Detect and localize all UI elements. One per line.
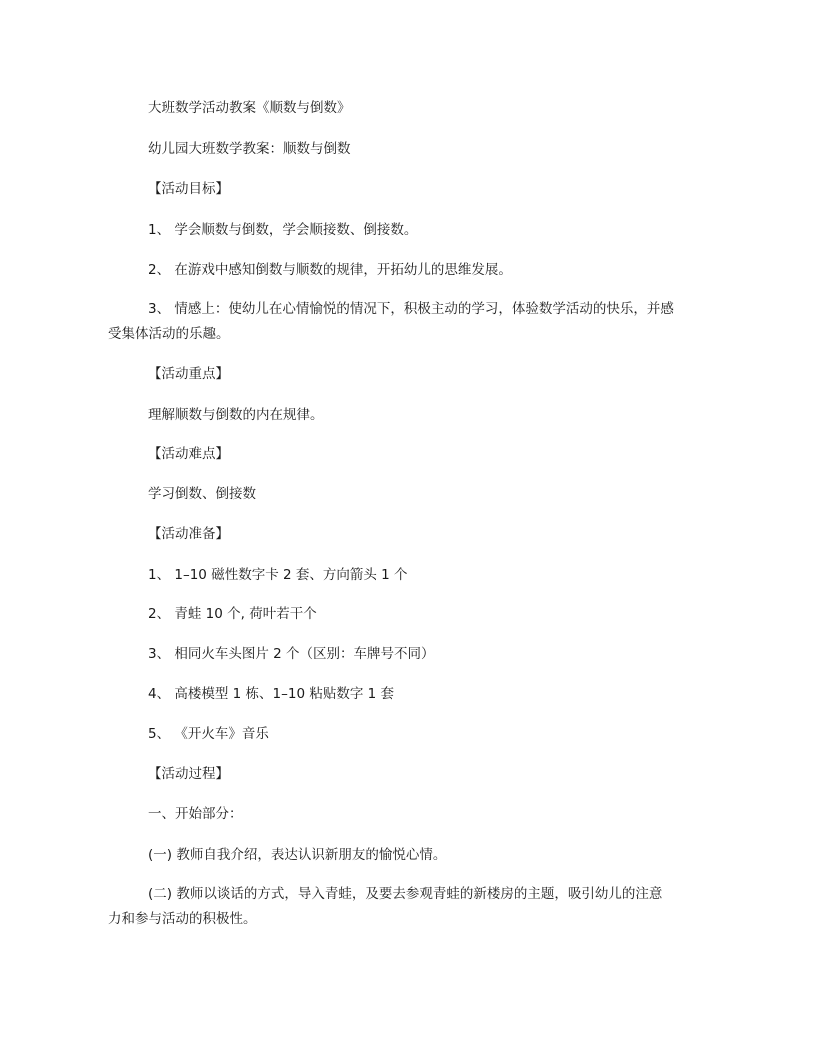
goal-item-1: 1、 学会顺数与倒数，学会顺接数、倒接数。: [148, 222, 418, 238]
part1-heading: 一、开始部分：: [148, 806, 243, 822]
prep-item-3: 3、 相同火车头图片 2 个（区别：车牌号不同）: [148, 646, 435, 662]
goal-item-3-continued: 受集体活动的乐趣。: [108, 326, 230, 342]
prep-item-5: 5、 《开火车》音乐: [148, 726, 269, 742]
difficulty-heading: 【活动难点】: [148, 446, 229, 462]
document-title: 大班数学活动教案《顺数与倒数》: [148, 100, 351, 116]
goals-heading: 【活动目标】: [148, 181, 229, 197]
goal-item-2: 2、 在游戏中感知倒数与顺数的规律，开拓幼儿的思维发展。: [148, 262, 512, 278]
process-heading: 【活动过程】: [148, 766, 229, 782]
part1-item-2-continued: 力和参与活动的积极性。: [108, 911, 257, 927]
prep-item-2: 2、 青蛙 10 个, 荷叶若干个: [148, 606, 317, 622]
goal-item-3: 3、 情感上：使幼儿在心情愉悦的情况下，积极主动的学习，体验数学活动的快乐，并感: [148, 301, 674, 317]
prep-item-1: 1、 1–10 磁性数字卡 2 套、方向箭头 1 个: [148, 567, 408, 583]
document-subtitle: 幼儿园大班数学教案：顺数与倒数: [148, 141, 351, 157]
focus-heading: 【活动重点】: [148, 366, 229, 382]
part1-item-2: (二) 教师以谈话的方式，导入青蛙，及要去参观青蛙的新楼房的主题，吸引幼儿的注意: [148, 886, 663, 902]
prep-heading: 【活动准备】: [148, 526, 229, 542]
focus-text: 理解顺数与倒数的内在规律。: [148, 407, 324, 423]
part1-item-1: (一) 教师自我介绍，表达认识新朋友的愉悦心情。: [148, 847, 447, 863]
prep-item-4: 4、 高楼模型 1 栋、1–10 粘贴数字 1 套: [148, 686, 395, 702]
difficulty-text: 学习倒数、倒接数: [148, 486, 256, 502]
